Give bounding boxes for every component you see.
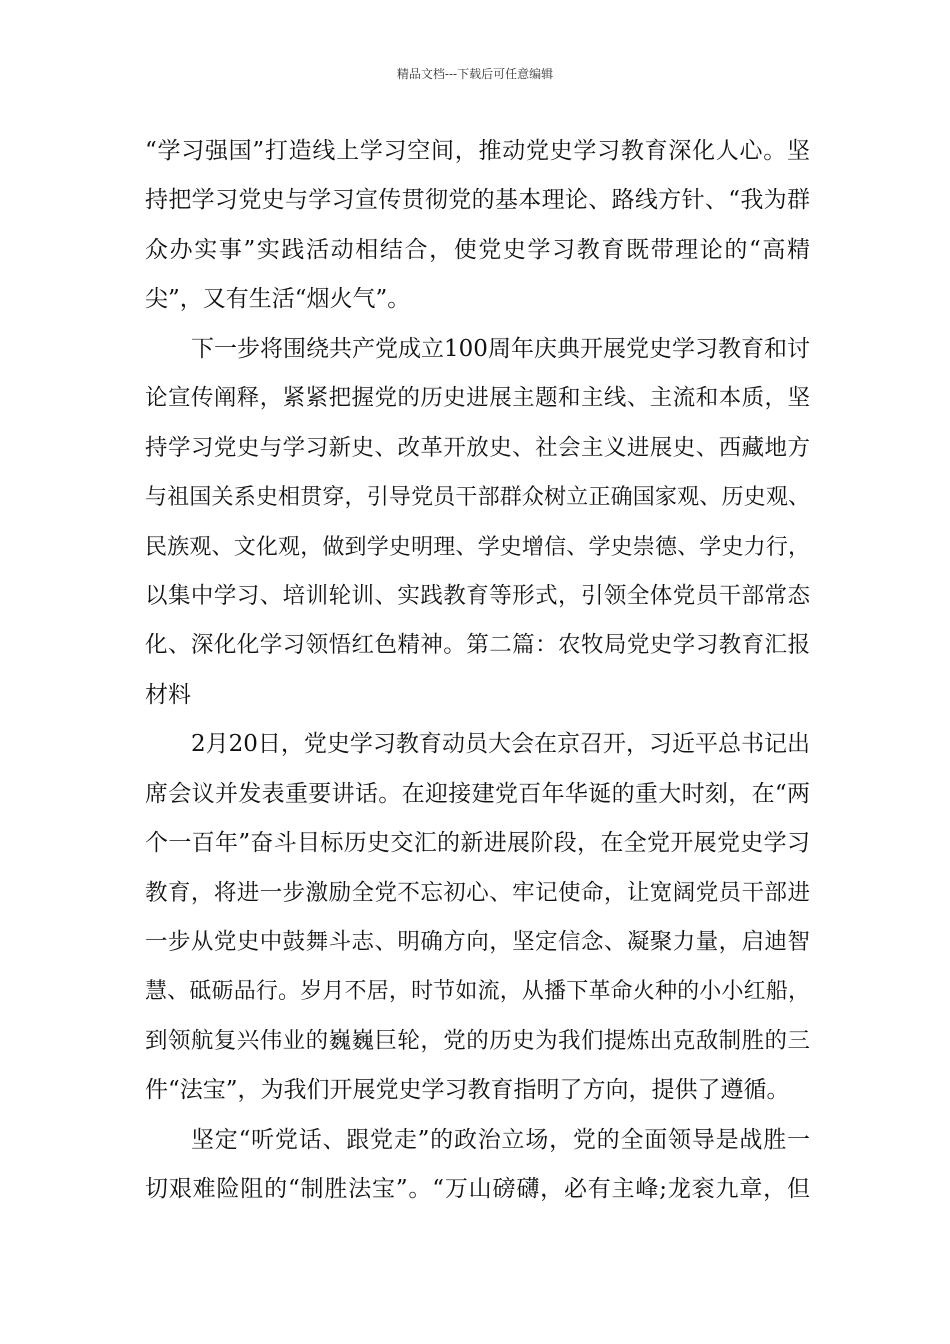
- text-line: 化、深化化学习领悟红色精神。第二篇：农牧局党史学习教育汇报: [145, 632, 810, 659]
- text-line: 论宣传阐释，紧紧把握党的历史进展主题和主线、主流和本质，坚: [145, 385, 810, 412]
- text-line: 切艰难险阻的“制胜法宝”。“万山磅礴，必有主峰;龙衮九章，但: [145, 1176, 810, 1203]
- text-line: 尖”，又有生活“烟火气”。: [145, 286, 411, 313]
- text-line: 材料: [145, 681, 191, 708]
- paragraph: [145, 720, 810, 1116]
- text-line: 以集中学习、培训轮训、实践教育等形式，引领全体党员干部常态: [145, 582, 810, 609]
- page-header: 精品文档---下载后可任意编辑: [396, 67, 554, 81]
- paragraph: [145, 325, 810, 721]
- text-line: 2月20日，党史学习教育动员大会在京召开，习近平总书记出: [191, 731, 810, 758]
- text-line: 慧、砥砺品行。岁月不居，时节如流，从播下革命火种的小小红船，: [145, 979, 810, 1005]
- text-line: 民族观、文化观，做到学史明理、学史增信、学史崇德、学史力行，: [145, 534, 810, 560]
- document-body: [145, 127, 810, 1215]
- text-line: 持把学习党史与学习宣传贯彻党的基本理论、路线方针、“我为群: [145, 187, 810, 214]
- paragraph: [145, 127, 810, 325]
- text-line: 下一步将围绕共产党成立100周年庆典开展党史学习教育和讨: [191, 335, 810, 362]
- paragraph: [145, 1116, 810, 1215]
- text-line: 持学习党史与学习新史、改革开放史、社会主义进展史、西藏地方: [145, 434, 810, 461]
- text-line: 到领航复兴伟业的巍巍巨轮，党的历史为我们提炼出克敌制胜的三: [145, 1027, 810, 1054]
- text-line: 坚定“听党话、跟党走”的政治立场，党的全面领导是战胜一: [191, 1126, 810, 1153]
- text-line: 与祖国关系史相贯穿，引导党员干部群众树立正确国家观、历史观、: [145, 485, 810, 511]
- text-line: 教育，将进一步激励全党不忘初心、牢记使命，让宽阔党员干部进: [145, 879, 810, 906]
- text-line: 个一百年”奋斗目标历史交汇的新进展阶段，在全党开展党史学习: [145, 830, 810, 857]
- text-line: 一步从党史中鼓舞斗志、明确方向，坚定信念、凝聚力量，启迪智: [145, 929, 810, 955]
- text-line: 件“法宝”，为我们开展党史学习教育指明了方向，提供了遵循。: [145, 1077, 790, 1104]
- text-line: 席会议并发表重要讲话。在迎接建党百年华诞的重大时刻，在“两: [145, 780, 810, 807]
- text-line: “学习强国”打造线上学习空间，推动党史学习教育深化人心。坚: [145, 138, 810, 164]
- text-line: 众办实事”实践活动相结合，使党史学习教育既带理论的“高精: [145, 236, 810, 263]
